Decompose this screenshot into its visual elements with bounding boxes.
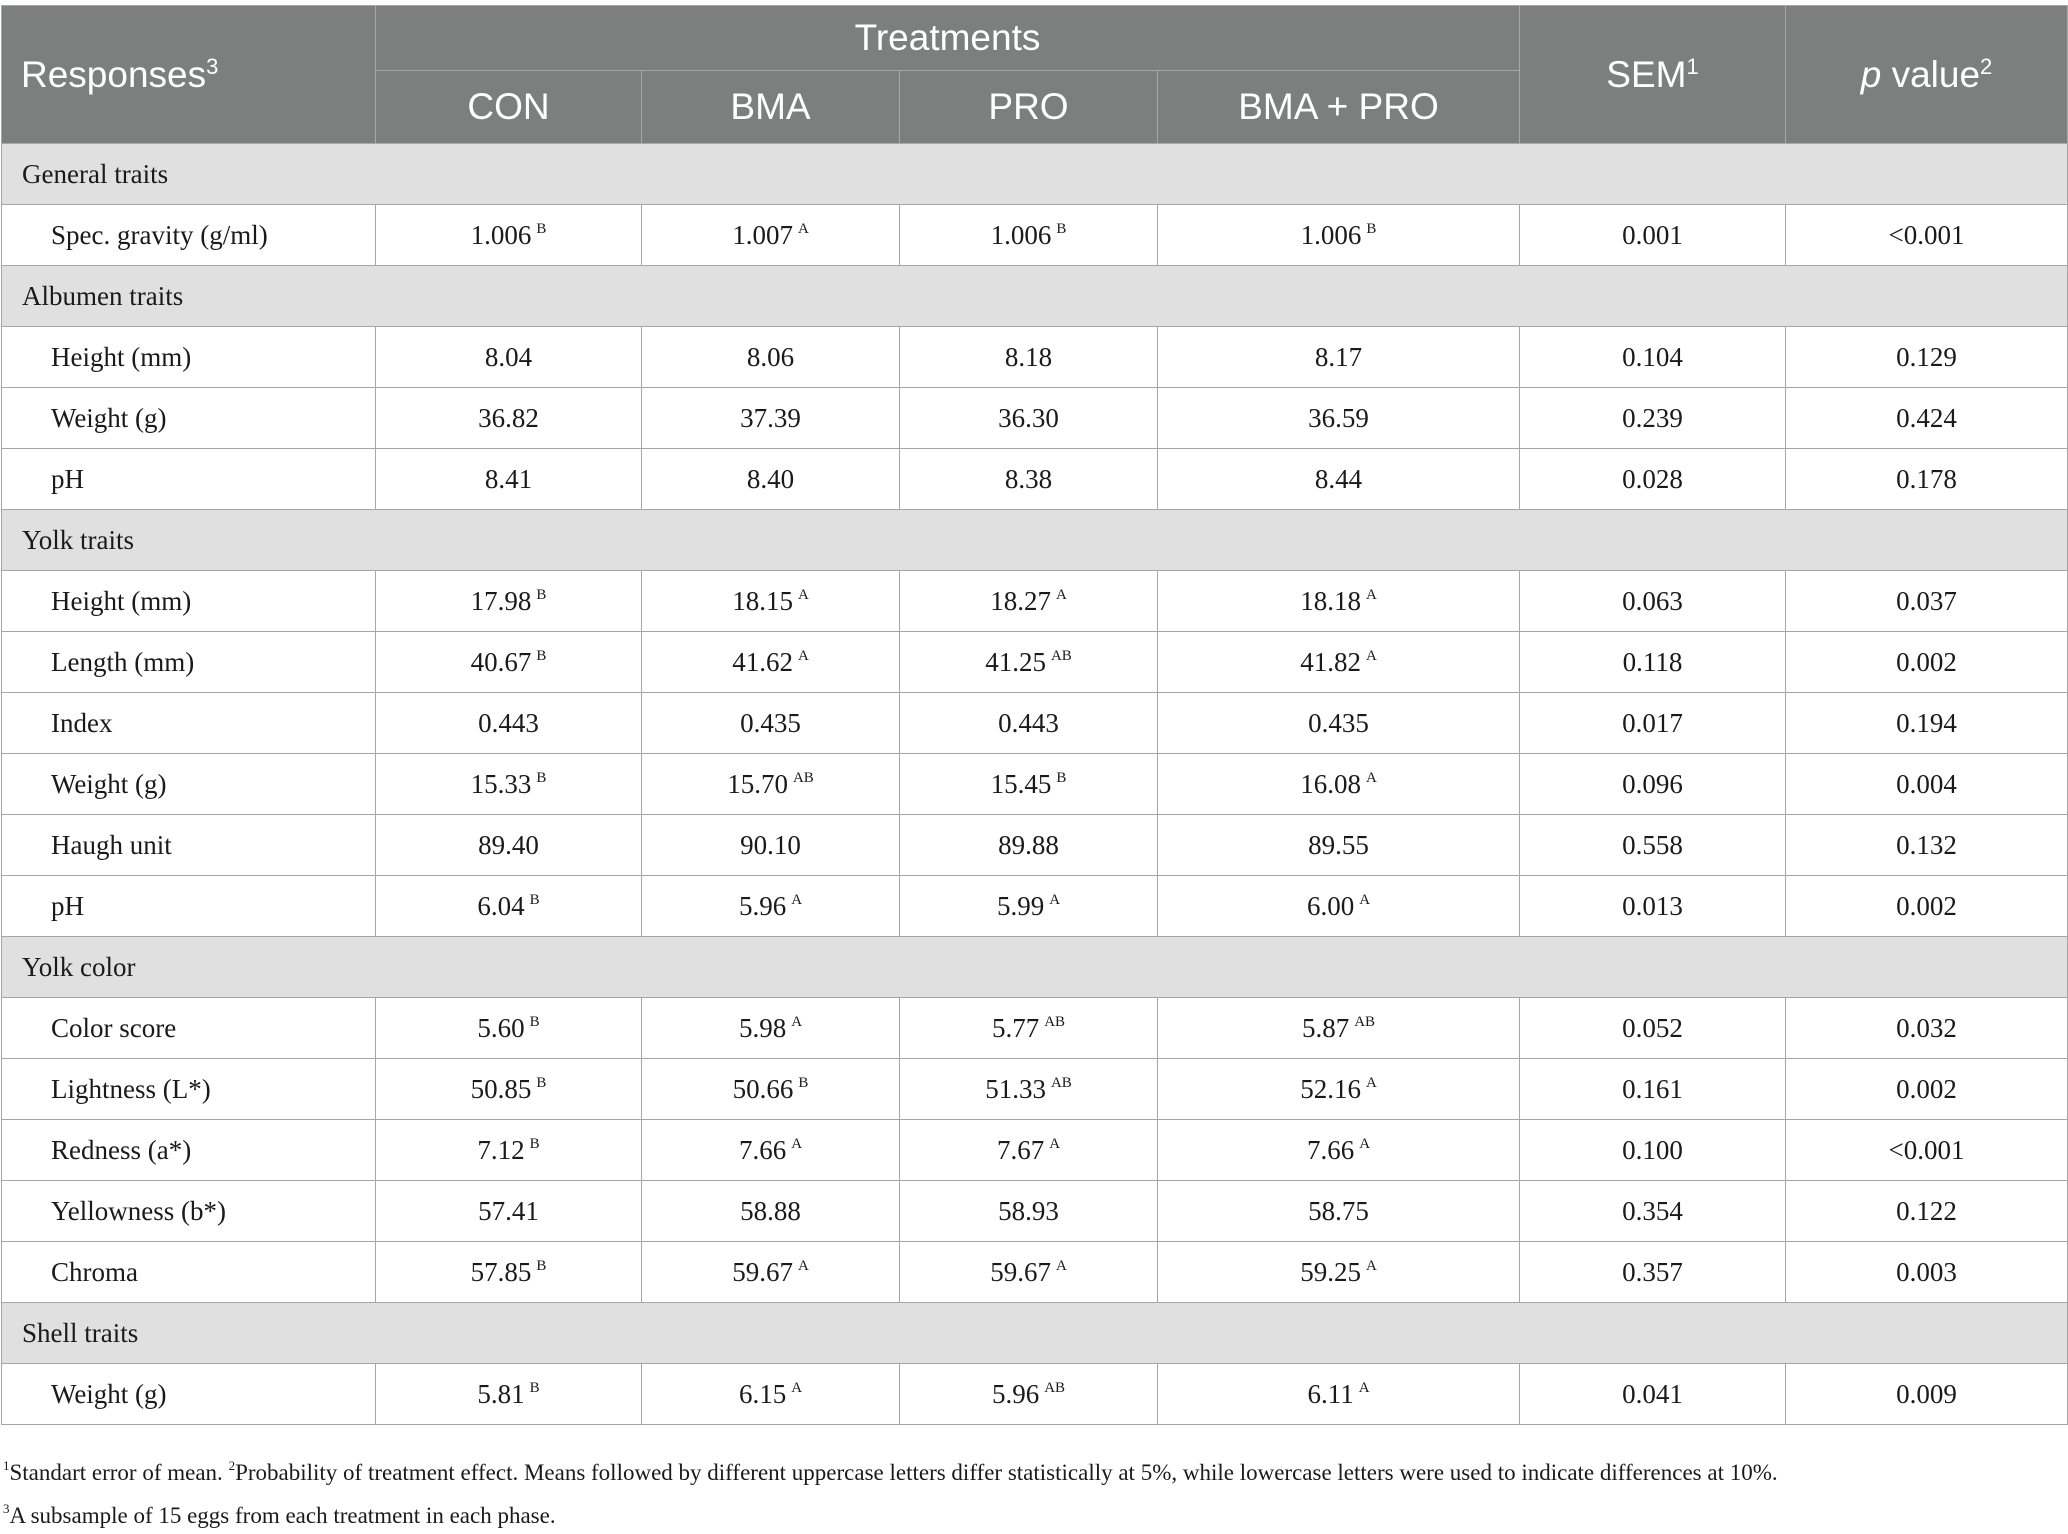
mean-value: 5.87 [1301, 1012, 1350, 1043]
treatment-value-cell [642, 205, 900, 266]
significance-letter: AB [1050, 1074, 1072, 1091]
significance-letter: AB [792, 769, 814, 786]
sem-cell: 0.096 [1520, 754, 1786, 815]
p-value-cell: 0.194 [1786, 693, 2068, 754]
significance-letter: A [1359, 891, 1371, 908]
sem-cell: 0.063 [1520, 571, 1786, 632]
table-row [2, 571, 2068, 632]
mean-value: 18.27 [990, 585, 1051, 616]
sem-cell: 0.017 [1520, 693, 1786, 754]
mean-value: 17.98 [470, 585, 532, 616]
treatment-value-cell [900, 998, 1158, 1059]
treatment-value-cell [1158, 1120, 1520, 1181]
significance-letter: A [1365, 769, 1377, 786]
p-value-cell: 0.424 [1786, 388, 2068, 449]
section-row [2, 937, 2068, 998]
mean-value: 7.12 [477, 1134, 525, 1165]
mean-value: 57.85 [470, 1256, 532, 1287]
treatment-value-cell [1158, 1364, 1520, 1425]
treatment-value-cell [642, 1364, 900, 1425]
p-value-cell: <0.001 [1786, 1120, 2068, 1181]
sem-cell: 0.239 [1520, 388, 1786, 449]
significance-letter: A [1358, 1379, 1370, 1396]
significance-letter: A [797, 1257, 809, 1274]
significance-letter: A [1365, 647, 1377, 664]
mean-value: 8.17 [1314, 341, 1363, 372]
mean-value: 8.41 [484, 463, 533, 494]
mean-value: 58.88 [740, 1195, 801, 1226]
footnote-text: Probability of treatment effect. Means followed by different uppercase letters differ statistically at 5%, while lowercase letters were used to indicate differences at 10%. [235, 1460, 1778, 1485]
mean-value: 16.08 [1300, 768, 1361, 799]
mean-value: 89.88 [998, 829, 1059, 860]
footnotes [3, 1448, 1778, 1534]
row-label: Length (mm) [2, 632, 376, 693]
row-label: Height (mm) [2, 571, 376, 632]
treatment-value-cell [376, 449, 642, 510]
table-row [2, 1181, 2068, 1242]
mean-value: 58.75 [1308, 1195, 1369, 1226]
treatment-value-cell [642, 1059, 900, 1120]
significance-letter: AB [1050, 647, 1072, 664]
treatment-value-cell [900, 388, 1158, 449]
row-label: Color score [2, 998, 376, 1059]
mean-value: 0.443 [478, 707, 539, 738]
mean-value: 36.59 [1308, 402, 1369, 433]
table-row [2, 1242, 2068, 1303]
significance-letter: A [797, 220, 809, 237]
treatment-value-cell [376, 388, 642, 449]
treatment-value-cell [1158, 876, 1520, 937]
treatment-value-cell [900, 571, 1158, 632]
table-row [2, 1059, 2068, 1120]
mean-value: 15.33 [470, 768, 532, 799]
treatment-value-cell [376, 693, 642, 754]
significance-letter: B [1056, 769, 1067, 786]
mean-value: 36.82 [478, 402, 539, 433]
treatment-value-cell [376, 205, 642, 266]
responses-header: Responses$^3$ [2, 6, 376, 144]
significance-letter: B [529, 1013, 540, 1030]
mean-value: 59.67 [990, 1256, 1051, 1287]
mean-value: 0.443 [998, 707, 1059, 738]
p-value-cell: 0.129 [1786, 327, 2068, 388]
significance-letter: A [1055, 1257, 1067, 1274]
significance-letter: AB [1044, 1013, 1066, 1030]
p-value-cell: 0.132 [1786, 815, 2068, 876]
significance-letter: B [536, 1074, 547, 1091]
mean-value: 0.435 [1308, 707, 1369, 738]
treatment-value-cell [900, 1181, 1158, 1242]
table-row [2, 693, 2068, 754]
treatment-value-cell [900, 1059, 1158, 1120]
mean-value: 5.60 [477, 1012, 525, 1043]
significance-letter: A [1359, 1135, 1371, 1152]
footnote-line [3, 1491, 1778, 1534]
treatment-value-cell [642, 388, 900, 449]
mean-value: 41.82 [1300, 646, 1361, 677]
section-row [2, 144, 2068, 205]
table-header [2, 6, 2068, 144]
mean-value: 5.99 [996, 890, 1045, 921]
significance-letter: A [791, 1135, 803, 1152]
mean-value: 8.06 [746, 341, 795, 372]
treatment-value-cell [900, 632, 1158, 693]
significance-letter: A [797, 586, 809, 603]
row-label: Height (mm) [2, 327, 376, 388]
table-row [2, 754, 2068, 815]
treatment-value-cell [1158, 815, 1520, 876]
mean-value: 5.96 [991, 1378, 1040, 1409]
row-label: Redness (a*) [2, 1120, 376, 1181]
mean-value: 18.15 [732, 585, 793, 616]
sem-cell: 0.118 [1520, 632, 1786, 693]
mean-value: 8.18 [1004, 341, 1053, 372]
significance-letter: A [1365, 586, 1377, 603]
significance-letter: A [1049, 1135, 1061, 1152]
treatment-value-cell [1158, 388, 1520, 449]
table-row [2, 998, 2068, 1059]
significance-letter: A [791, 1379, 803, 1396]
table-row [2, 388, 2068, 449]
treatment-value-cell [900, 1242, 1158, 1303]
significance-letter: B [1366, 220, 1377, 237]
sem-cell: 0.001 [1520, 205, 1786, 266]
row-label: Haugh unit [2, 815, 376, 876]
sem-cell: 0.100 [1520, 1120, 1786, 1181]
row-label: pH [2, 449, 376, 510]
p-value-cell: 0.037 [1786, 571, 2068, 632]
mean-value: 90.10 [740, 829, 801, 860]
mean-value: 0.435 [740, 707, 801, 738]
mean-value: 36.30 [998, 402, 1059, 433]
row-label: Lightness (L*) [2, 1059, 376, 1120]
mean-value: 7.67 [996, 1134, 1045, 1165]
mean-value: 40.67 [470, 646, 532, 677]
section-title: General traits [2, 144, 2068, 205]
footnote-marker: 3 [3, 1501, 10, 1516]
treatment-value-cell [642, 754, 900, 815]
table-row [2, 632, 2068, 693]
sem-cell: 0.354 [1520, 1181, 1786, 1242]
treatment-value-cell [642, 815, 900, 876]
mean-value: 41.25 [985, 646, 1046, 677]
treatment-value-cell [642, 1181, 900, 1242]
section-title: Yolk traits [2, 510, 2068, 571]
mean-value: 8.40 [746, 463, 795, 494]
p-value-cell: 0.122 [1786, 1181, 2068, 1242]
treatment-value-cell [1158, 998, 1520, 1059]
significance-letter: B [529, 891, 540, 908]
treatment-value-cell [900, 1364, 1158, 1425]
p-value-cell: 0.178 [1786, 449, 2068, 510]
footnote-marker: 1 [3, 1458, 10, 1473]
p-value-cell: 0.002 [1786, 632, 2068, 693]
row-label: pH [2, 876, 376, 937]
mean-value: 41.62 [732, 646, 793, 677]
treatment-value-cell [642, 1242, 900, 1303]
sem-cell: 0.558 [1520, 815, 1786, 876]
mean-value: 57.41 [478, 1195, 539, 1226]
significance-letter: B [536, 220, 547, 237]
table-row [2, 449, 2068, 510]
treatment-value-cell [1158, 1181, 1520, 1242]
mean-value: 5.81 [477, 1378, 525, 1409]
mean-value: 15.70 [727, 768, 788, 799]
row-label: Chroma [2, 1242, 376, 1303]
mean-value: 89.55 [1308, 829, 1369, 860]
treatment-value-cell [1158, 327, 1520, 388]
treatment-value-cell [376, 327, 642, 388]
significance-letter: B [529, 1379, 540, 1396]
significance-letter: B [798, 1074, 809, 1091]
treatment-value-cell [900, 1120, 1158, 1181]
treatment-value-cell [1158, 632, 1520, 693]
row-label: Index [2, 693, 376, 754]
treatment-value-cell [900, 876, 1158, 937]
table-row [2, 1364, 2068, 1425]
table-row [2, 1120, 2068, 1181]
mean-value: 52.16 [1300, 1073, 1361, 1104]
significance-letter: B [529, 1135, 540, 1152]
treatment-value-cell [642, 571, 900, 632]
treatment-value-cell [376, 998, 642, 1059]
mean-value: 50.66 [732, 1073, 794, 1104]
mean-value: 6.15 [738, 1378, 787, 1409]
row-label: Weight (g) [2, 388, 376, 449]
sem-cell: 0.013 [1520, 876, 1786, 937]
treatment-value-cell [376, 1059, 642, 1120]
significance-letter: AB [1354, 1013, 1376, 1030]
treatments-header: Treatments [376, 6, 1520, 71]
mean-value: 59.25 [1300, 1256, 1361, 1287]
section-row [2, 1303, 2068, 1364]
treatment-value-cell [376, 1120, 642, 1181]
treatment-value-cell [376, 1364, 642, 1425]
sem-cell: 0.052 [1520, 998, 1786, 1059]
table-row [2, 205, 2068, 266]
sem-cell: 0.161 [1520, 1059, 1786, 1120]
section-title: Shell traits [2, 1303, 2068, 1364]
mean-value: 37.39 [740, 402, 801, 433]
mean-value: 5.98 [738, 1012, 787, 1043]
mean-value: 50.85 [470, 1073, 532, 1104]
p-value-cell: 0.002 [1786, 1059, 2068, 1120]
treatment-value-cell [1158, 1059, 1520, 1120]
treatment-value-cell [900, 754, 1158, 815]
treatment-col-con: CON [376, 71, 642, 144]
mean-value: 18.18 [1300, 585, 1361, 616]
p-value-cell: 0.004 [1786, 754, 2068, 815]
row-label: Spec. gravity (g/ml) [2, 205, 376, 266]
significance-letter: A [791, 891, 803, 908]
significance-letter: B [536, 586, 547, 603]
treatment-col-pro: PRO [900, 71, 1158, 144]
treatment-value-cell [376, 632, 642, 693]
treatment-value-cell [1158, 1242, 1520, 1303]
sem-cell: 0.028 [1520, 449, 1786, 510]
significance-letter: B [536, 769, 547, 786]
mean-value: 1.007 [732, 219, 793, 250]
significance-letter: A [1365, 1074, 1377, 1091]
treatment-value-cell [376, 1242, 642, 1303]
footnote-text: A subsample of 15 eggs from each treatment in each phase. [9, 1503, 556, 1528]
mean-value: 6.04 [477, 890, 525, 921]
sem-cell: 0.041 [1520, 1364, 1786, 1425]
significance-letter: B [536, 647, 547, 664]
table-row [2, 876, 2068, 937]
treatment-col-bma-pro: BMA + PRO [1158, 71, 1520, 144]
treatment-value-cell [900, 815, 1158, 876]
significance-letter: B [1056, 220, 1067, 237]
mean-value: 89.40 [478, 829, 539, 860]
treatment-col-bma: BMA [642, 71, 900, 144]
mean-value: 6.11 [1307, 1378, 1354, 1409]
mean-value: 1.006 [470, 219, 532, 250]
mean-value: 51.33 [985, 1073, 1046, 1104]
mean-value: 1.006 [1300, 219, 1362, 250]
treatment-value-cell [1158, 754, 1520, 815]
sem-header: SEM$^1$ [1520, 6, 1786, 144]
significance-letter: A [1055, 586, 1067, 603]
mean-value: 7.66 [738, 1134, 787, 1165]
footnote-line [3, 1448, 1778, 1491]
treatment-value-cell [642, 998, 900, 1059]
mean-value: 6.00 [1306, 890, 1355, 921]
treatment-value-cell [642, 327, 900, 388]
section-row [2, 266, 2068, 327]
treatment-value-cell [642, 876, 900, 937]
treatment-value-cell [1158, 449, 1520, 510]
mean-value: 8.44 [1314, 463, 1363, 494]
sem-cell: 0.357 [1520, 1242, 1786, 1303]
footnote-marker: 2 [228, 1458, 236, 1473]
table-row [2, 327, 2068, 388]
treatment-value-cell [376, 876, 642, 937]
mean-value: 15.45 [990, 768, 1052, 799]
treatment-value-cell [1158, 571, 1520, 632]
p-value-cell: 0.009 [1786, 1364, 2068, 1425]
treatment-value-cell [376, 815, 642, 876]
significance-letter: B [536, 1257, 547, 1274]
mean-value: 59.67 [732, 1256, 793, 1287]
treatment-value-cell [376, 754, 642, 815]
treatment-value-cell [900, 205, 1158, 266]
mean-value: 58.93 [998, 1195, 1059, 1226]
significance-letter: A [1365, 1257, 1377, 1274]
sem-cell: 0.104 [1520, 327, 1786, 388]
p-value-cell: <0.001 [1786, 205, 2068, 266]
section-title: Albumen traits [2, 266, 2068, 327]
treatment-value-cell [642, 693, 900, 754]
row-label: Weight (g) [2, 1364, 376, 1425]
p-value-header: p value$^2$ [1786, 6, 2068, 144]
section-title: Yolk color [2, 937, 2068, 998]
row-label: Yellowness (b*) [2, 1181, 376, 1242]
significance-letter: AB [1044, 1379, 1066, 1396]
treatment-value-cell [900, 449, 1158, 510]
section-row [2, 510, 2068, 571]
significance-letter: A [797, 647, 809, 664]
treatment-value-cell [376, 1181, 642, 1242]
mean-value: 8.38 [1004, 463, 1053, 494]
treatment-value-cell [1158, 205, 1520, 266]
table-row [2, 815, 2068, 876]
mean-value: 7.66 [1306, 1134, 1355, 1165]
treatment-value-cell [900, 327, 1158, 388]
treatment-value-cell [376, 571, 642, 632]
treatment-value-cell [1158, 693, 1520, 754]
p-value-cell: 0.003 [1786, 1242, 2068, 1303]
significance-letter: A [1049, 891, 1061, 908]
treatment-value-cell [642, 632, 900, 693]
mean-value: 5.96 [738, 890, 787, 921]
table-body [2, 144, 2068, 1425]
mean-value: 8.04 [484, 341, 533, 372]
significance-letter: A [791, 1013, 803, 1030]
treatment-value-cell [642, 1120, 900, 1181]
p-value-cell: 0.032 [1786, 998, 2068, 1059]
egg-quality-table [1, 5, 2068, 1425]
row-label: Weight (g) [2, 754, 376, 815]
footnote-text: Standart error of mean. [9, 1460, 229, 1485]
mean-value: 1.006 [990, 219, 1052, 250]
treatment-value-cell [900, 693, 1158, 754]
treatment-value-cell [642, 449, 900, 510]
mean-value: 5.77 [991, 1012, 1040, 1043]
p-value-cell: 0.002 [1786, 876, 2068, 937]
